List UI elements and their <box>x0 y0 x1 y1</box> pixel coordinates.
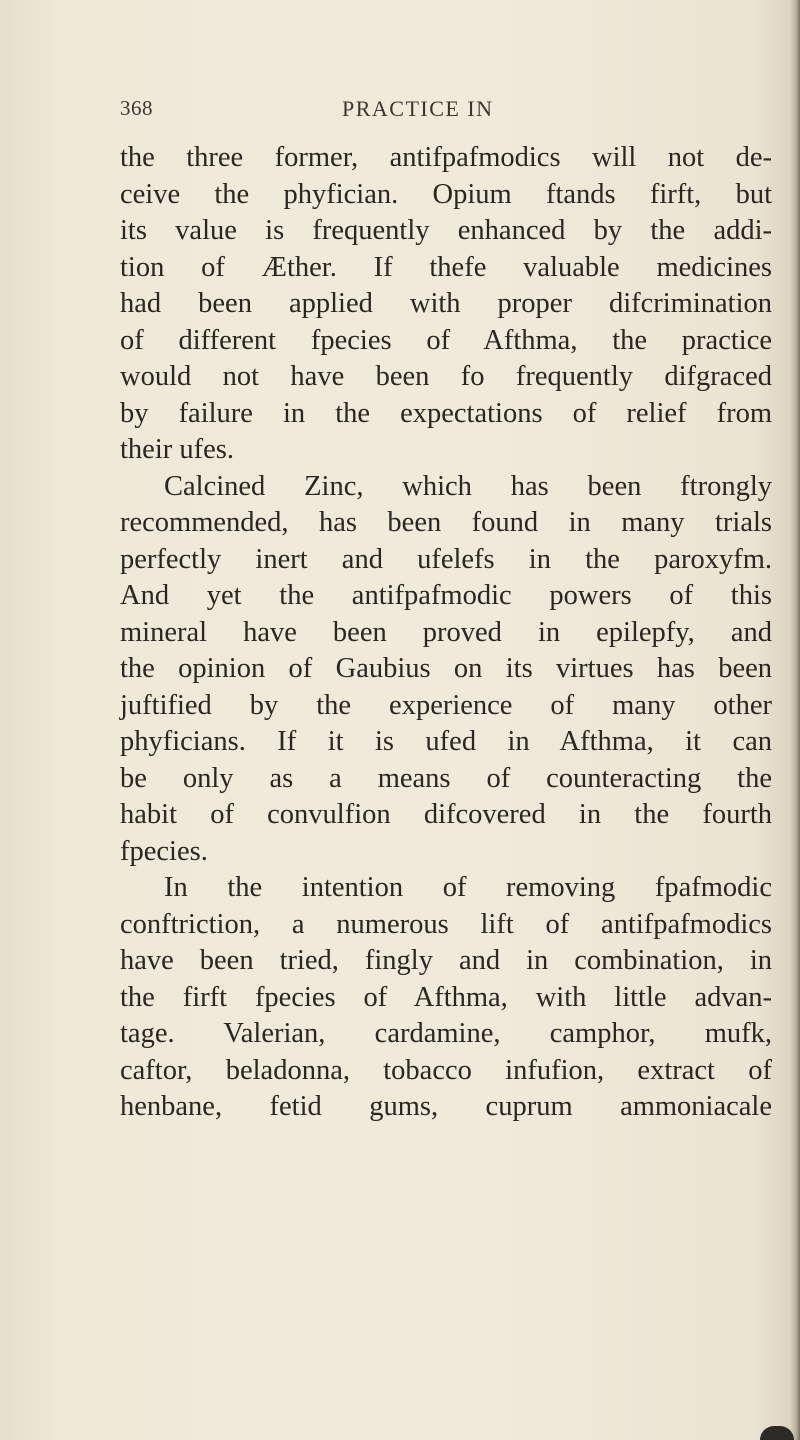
text-line: mineral have been proved in epilepfy, and <box>120 616 772 648</box>
page-edge-shadow <box>790 0 800 1440</box>
text-line: tion of Æther. If thefe valuable medicines <box>120 251 772 283</box>
text-line: be only as a means of counteracting the <box>120 762 772 794</box>
text-line: the opinion of Gaubius on its virtues has been <box>120 653 772 684</box>
text-line: phyficians. If it is ufed in Afthma, it can <box>120 726 772 757</box>
text-line: by failure in the expectations of relief from <box>120 397 772 429</box>
text-line: the three former, antifpafmodics will not de- <box>120 142 772 173</box>
text-line: recommended, has been found in many trials <box>120 507 772 538</box>
text-line: henbane, fetid gums, cuprum ammoniacale <box>120 1091 772 1122</box>
text-line: juftified by the experience of many other <box>120 689 772 721</box>
text-line: habit of convulfion difcovered in the fourth <box>120 799 772 830</box>
running-head: PRACTICE IN <box>342 96 494 121</box>
corner-smudge <box>760 1426 794 1440</box>
text-line: the firft fpecies of Afthma, with little advan- <box>120 981 772 1013</box>
text-line: would not have been fo frequently difgraced <box>120 361 772 392</box>
page-number: 368 <box>120 96 153 120</box>
text-line: fpecies. <box>120 835 208 867</box>
text-line: tage. Valerian, cardamine, camphor, mufk, <box>120 1018 772 1049</box>
paragraph-start-line: In the intention of removing fpafmodic <box>164 872 772 903</box>
text-line: their ufes. <box>120 434 234 465</box>
paragraph-start-line: Calcined Zinc, which has been ftrongly <box>164 470 772 502</box>
text-line: ceive the phyfician. Opium ftands firft, but <box>120 178 772 210</box>
text-line: its value is frequently enhanced by the addi- <box>120 215 772 246</box>
text-line: of different fpecies of Afthma, the practice <box>120 324 772 356</box>
page-header <box>120 96 520 126</box>
text-line: caftor, beladonna, tobacco infufion, extract of <box>120 1054 772 1086</box>
body-text <box>120 140 772 1126</box>
text-line: And yet the antifpafmodic powers of this <box>120 580 772 611</box>
text-line: perfectly inert and ufelefs in the paroxyfm. <box>120 543 772 575</box>
text-line: have been tried, fingly and in combination, in <box>120 945 772 976</box>
text-line: conftriction, a numerous lift of antifpafmodics <box>120 908 772 940</box>
text-line: had been applied with proper difcrimination <box>120 288 772 319</box>
